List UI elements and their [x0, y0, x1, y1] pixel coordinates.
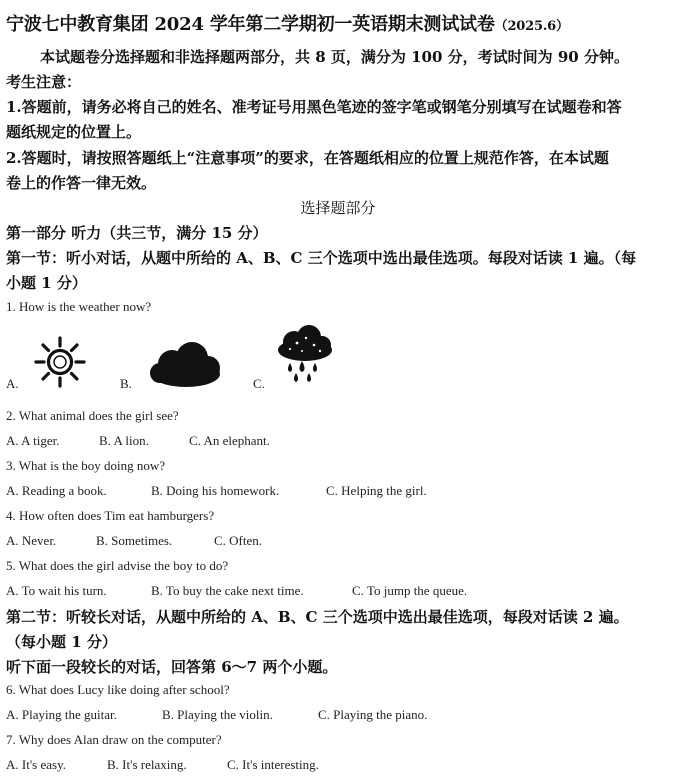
notice-2-line-2: 卷上的作答一律无效。: [6, 174, 157, 192]
section-2-instructions-line-1: 第二节：听较长对话，从题中所给的 A、B、C 三个选项中选出最佳选项，每段对话读 2 遍。: [6, 608, 629, 626]
q6-option-a: A. Playing the guitar.: [6, 707, 117, 722]
exam-intro: 本试题卷分选择题和非选择题两部分，共 8 页，满分为 100 分，考试时间为 90 分钟。: [40, 48, 629, 66]
q4-option-a: A. Never.: [6, 533, 57, 548]
q4-option-c: C. Often.: [214, 533, 263, 548]
exam-title: 宁波七中教育集团 2024 学年第二学期初一英语期末测试试卷（2025.6）: [6, 14, 569, 35]
notice-2-line-1: 2.答题时，请按照答题纸上“注意事项”的要求，在答题纸相应的位置上规范作答，在本试题: [6, 149, 609, 167]
q6-option-c: C. Playing the piano.: [318, 707, 428, 722]
q3-option-b: B. Doing his homework.: [151, 483, 280, 498]
notice-title: 考生注意：: [6, 73, 82, 91]
q1-option-c: C.: [253, 376, 265, 391]
q7-option-c: C. It's interesting.: [227, 757, 319, 772]
notice-1-line-1: 1.答题前，请务必将自己的姓名、准考证号用黑色笔迹的签字笔或钢笔分别填写在试题卷和答: [6, 98, 622, 116]
section-1-instructions-line-2: 小题 1 分）: [6, 274, 87, 292]
q5-option-a: A. To wait his turn.: [6, 583, 107, 598]
question-2: 2. What animal does the girl see?: [6, 408, 179, 423]
section-1-instructions-line-1: 第一节：听小对话，从题中所给的 A、B、C 三个选项中选出最佳选项。每段对话读 1 遍。（每: [6, 249, 637, 267]
question-3: 3. What is the boy doing now?: [6, 458, 165, 473]
rain-cloud-icon: [276, 325, 334, 387]
question-7: 7. Why does Alan draw on the computer?: [6, 732, 222, 747]
q1-option-b: B.: [120, 376, 132, 391]
sun-icon: [34, 336, 86, 388]
q7-option-a: A. It's easy.: [6, 757, 66, 772]
q1-option-a: A.: [6, 376, 19, 391]
part-1-heading: 第一部分 听力（共三节，满分 15 分）: [6, 224, 268, 242]
q3-option-c: C. Helping the girl.: [326, 483, 427, 498]
q5-option-b: B. To buy the cake next time.: [151, 583, 304, 598]
q2-option-b: B. A lion.: [99, 433, 149, 448]
question-1: 1. How is the weather now?: [6, 299, 152, 314]
section-2-instructions-line-2: （每小题 1 分）: [6, 633, 117, 651]
question-5: 5. What does the girl advise the boy to do?: [6, 558, 229, 573]
q4-option-b: B. Sometimes.: [96, 533, 173, 548]
q3-option-a: A. Reading a book.: [6, 483, 107, 498]
q2-option-c: C. An elephant.: [189, 433, 270, 448]
question-6: 6. What does Lucy like doing after school?: [6, 682, 230, 697]
question-4: 4. How often does Tim eat hamburgers?: [6, 508, 215, 523]
q6-option-b: B. Playing the violin.: [162, 707, 273, 722]
cloud-icon: [148, 340, 224, 388]
q5-option-c: C. To jump the queue.: [352, 583, 468, 598]
section-heading: 选择题部分: [300, 199, 376, 217]
dialogue-instructions: 听下面一段较长的对话，回答第 6～7 两个小题。: [6, 658, 338, 676]
notice-1-line-2: 题纸规定的位置上。: [6, 123, 142, 141]
q2-option-a: A. A tiger.: [6, 433, 60, 448]
exam-date: （2025.6）: [494, 19, 569, 34]
q7-option-b: B. It's relaxing.: [107, 757, 187, 772]
